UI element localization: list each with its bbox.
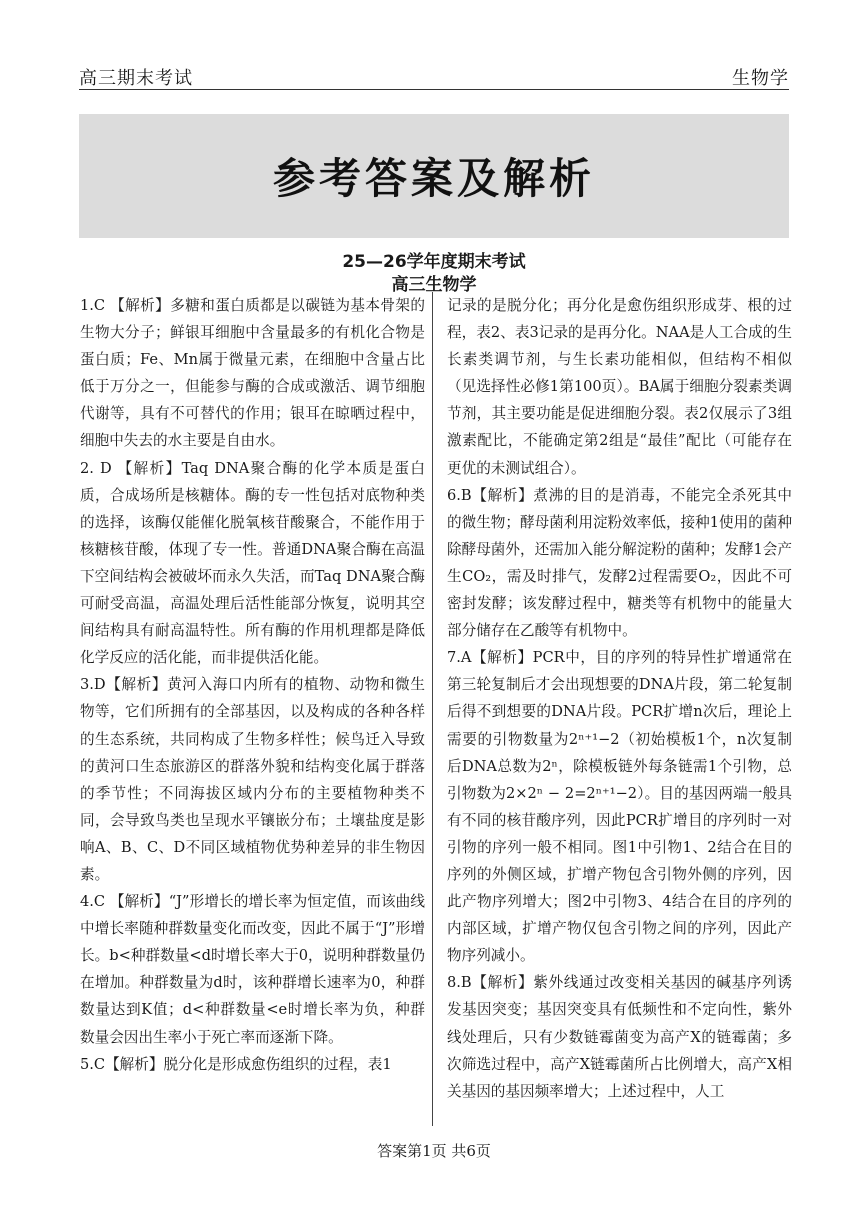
answer-item: 1.C 【解析】多糖和蛋白质都是以碳链为基本骨架的生物大分子；鲜银耳细胞中含量最多的有机化合物是蛋白质；Fe、Mn属于微量元素，在细胞中含量占比低于万分之一，但能参与酶的合成或激活、调节细胞代谢等，具有不可替代的作用；银耳在晾晒过程中，细胞中失去的水主要是自由水。 [80,297,425,450]
header-rule [79,89,789,90]
answer-item: 3.D【解析】黄河入海口内所有的植物、动物和微生物等，它们所拥有的全部基因，以及构成的各种各样的生态系统，共同构成了生物多样性；候鸟迁入导致的黄河口生态旅游区的群落外貌和结构变化属于群落的季节性；不同海拔区域内分布的主要植物种类不同，会导致鸟类也呈现水平镶嵌分布；土壤盐度是影响A、B、C、D不同区域植物优势种差异的非生物因素。 [80,676,425,883]
page-number: 答案第1页 共6页 [377,1142,491,1160]
exam-name: 高三期末考试 [79,68,193,89]
page-title: 参考答案及解析 [272,154,595,203]
answer-item: 记录的是脱分化；再分化是愈伤组织形成芽、根的过程，表2、表3记录的是再分化。NAA是人工合成的生长素类调节剂，与生长素功能相似，但结构不相似（见选择性必修1第100页）。BA属于细胞分裂素类调节剂，其主要功能是促进细胞分裂。表2仅展示了3组激素配比，不能确定第2组是“最佳”配比（可能存在更优的未测试组合）。 [447,297,792,477]
exam-subject-title: 高三生物学 [391,275,477,295]
title-banner [79,114,789,238]
answer-item: 6.B【解析】煮沸的目的是消毒，不能完全杀死其中的微生物；酵母菌利用淀粉效率低，接种1使用的菌种除酵母菌外，还需加入能分解淀粉的菌种；发酵1会产生CO₂，需及时排气，发酵2过程需要O₂，因此不可密封发酵；该发酵过程中，糖类等有机物中的能量大部分储存在乙酸等有机物中。 [447,486,792,640]
answer-item: 8.B【解析】紫外线通过改变相关基因的碱基序列诱发基因突变；基因突变具有低频性和不定向性，紫外线处理后，只有少数链霉菌变为高产X的链霉菌；多次筛选过程中，高产X链霉菌所占比例增大，高产X相关基因的基因频率增大；上述过程中，人工 [447,974,792,1100]
column-divider [432,292,433,1126]
answer-item: 4.C 【解析】“J”形增长的增长率为恒定值，而该曲线中增长率随种群数量变化而改变，因此不属于“J”形增长。b<种群数量<d时增长率大于0，说明种群数量仍在增加。种群数量为d时，该种群增长速率为0，种群数量达到K值；d<种群数量<e时增长率为负，种群数量会因出生率小于死亡率而逐渐下降。 [80,893,425,1046]
running-header [79,64,789,90]
right-column [447,292,792,1105]
answer-item: 2. D 【解析】Taq DNA聚合酶的化学本质是蛋白质，合成场所是核糖体。酶的专一性包括对底物种类的选择，该酶仅能催化脱氧核苷酸聚合，不能作用于核糖核苷酸，体现了专一性。普通DNA聚合酶在高温下空间结构会被破坏而永久失活，而Taq DNA聚合酶可耐受高温，高温处理后活性能部分恢复，说明其空间结构具有耐高温特性。所有酶的作用机理都是降低化学反应的活化能，而非提供活化能。 [80,459,425,667]
subject-name: 生物学 [732,68,789,89]
left-column [80,292,425,1078]
answer-item: 7.A【解析】PCR中，目的序列的特异性扩增通常在第三轮复制后才会出现想要的DNA片段，第二轮复制后得不到想要的DNA片段。PCR扩增n次后，理论上需要的引物数量为2ⁿ⁺¹−2（初始模板1个，n次复制后DNA总数为2ⁿ，除模板链外每条链需1个引物，总引物数为2×2ⁿ − 2=2ⁿ⁺¹−2）。目的基因两端一般具有不同的核苷酸序列，因此PCR扩增目的序列时一对引物的序列一般不相同。图1中引物1、2结合在目的序列的外侧区域，扩增产物包含引物外侧的序列，因此产物序列增大；图2中引物3、4结合在目的序列的内部区域，扩增产物仅包含引物之间的序列，因此产物序列减小。 [447,649,792,965]
answer-item: 5.C【解析】脱分化是形成愈伤组织的过程，表1 [80,1055,392,1073]
exam-year-title: 25—26学年度期末考试 [342,252,526,272]
